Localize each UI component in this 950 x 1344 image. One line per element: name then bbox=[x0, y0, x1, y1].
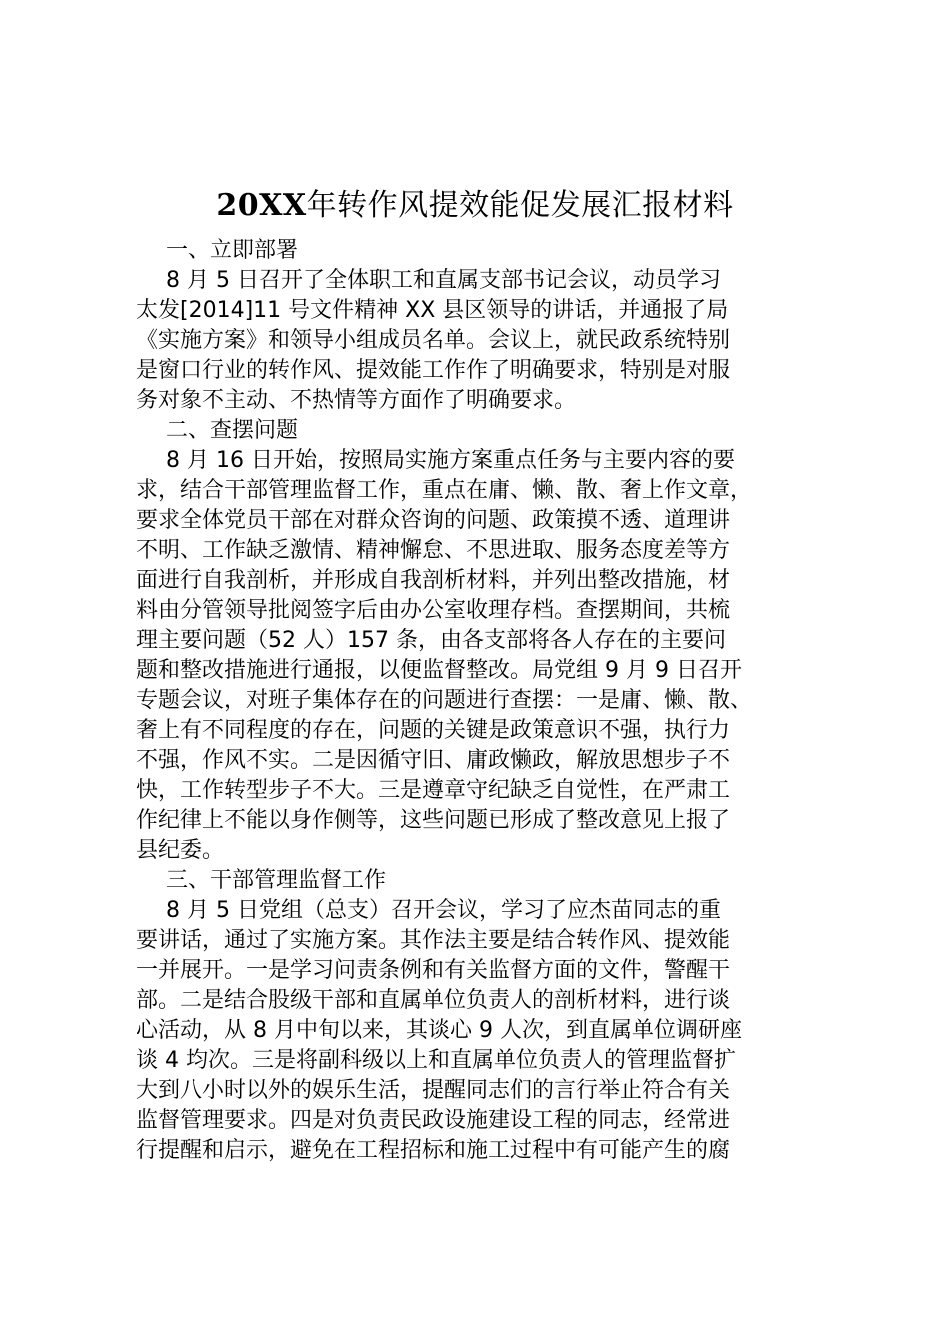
text-line: 县纪委。 bbox=[136, 838, 225, 863]
text-line: 一并展开。一是学习问责条例和有关监督方面的文件，警醒干 bbox=[136, 958, 731, 983]
text-line: 快，工作转型步子不大。三是遵章守纪缺乏自觉性，在严肃工 bbox=[136, 778, 731, 803]
text-line: 行提醒和启示，避免在工程招标和施工过程中有可能产生的腐 bbox=[136, 1138, 731, 1163]
text-line: 面进行自我剖析，并形成自我剖析材料，并列出整改措施，材 bbox=[136, 568, 731, 593]
text-line: 是窗口行业的转作风、提效能工作作了明确要求，特别是对服 bbox=[136, 358, 731, 383]
text-line: 《实施方案》和领导小组成员名单。会议上，就民政系统特别 bbox=[136, 328, 731, 353]
text-line: 要求全体党员干部在对群众咨询的问题、政策摸不透、道理讲 bbox=[136, 508, 731, 533]
section-heading: 三、干部管理监督工作 bbox=[166, 868, 387, 893]
section-heading: 二、查摆问题 bbox=[166, 418, 299, 443]
text-line: 作纪律上不能以身作侧等，这些问题已形成了整改意见上报了 bbox=[136, 808, 731, 833]
text-line: 8 月 5 日党组（总支）召开会议，学习了应杰苗同志的重 bbox=[166, 898, 721, 923]
text-line: 8 月 16 日开始，按照局实施方案重点任务与主要内容的要 bbox=[166, 448, 735, 473]
text-line: 8 月 5 日召开了全体职工和直属支部书记会议，动员学习 bbox=[166, 268, 721, 293]
document-body bbox=[136, 236, 856, 1166]
text-line: 求，结合干部管理监督工作，重点在庸、懒、散、奢上作文章， bbox=[136, 478, 753, 503]
text-line: 谈 4 均次。三是将副科级以上和直属单位负责人的管理监督扩 bbox=[136, 1048, 736, 1073]
text-line: 不明、工作缺乏激情、精神懈怠、不思进取、服务态度差等方 bbox=[136, 538, 731, 563]
text-line: 要讲话，通过了实施方案。其作法主要是结合转作风、提效能 bbox=[136, 928, 731, 953]
text-line: 题和整改措施进行通报，以便监督整改。局党组 9 月 9 日召开 bbox=[136, 658, 742, 683]
text-line: 专题会议，对班子集体存在的问题进行查摆：一是庸、懒、散、 bbox=[136, 688, 753, 713]
document-title bbox=[0, 184, 950, 228]
text-line: 太发[2014]11 号文件精神 XX 县区领导的讲话，并通报了局 bbox=[136, 298, 729, 323]
text-line: 理主要问题（52 人）157 条，由各支部将各人存在的主要问 bbox=[136, 628, 726, 653]
text-line: 监督管理要求。四是对负责民政设施建设工程的同志，经常进 bbox=[136, 1108, 731, 1133]
text-line: 料由分管领导批阅签字后由办公室收理存档。查摆期间，共梳 bbox=[136, 598, 731, 623]
title-text: 年转作风提效能促发展汇报材料 bbox=[306, 188, 734, 223]
text-line: 心活动，从 8 月中旬以来，其谈心 9 人次，到直属单位调研座 bbox=[136, 1018, 742, 1043]
text-line: 大到八小时以外的娱乐生活，提醒同志们的言行举止符合有关 bbox=[136, 1078, 731, 1103]
title-year: 20XX bbox=[216, 188, 307, 223]
text-line: 务对象不主动、不热情等方面作了明确要求。 bbox=[136, 388, 577, 413]
text-line: 奢上有不同程度的存在，问题的关键是政策意识不强，执行力 bbox=[136, 718, 731, 743]
section-heading: 一、立即部署 bbox=[166, 238, 299, 263]
text-line: 部。二是结合股级干部和直属单位负责人的剖析材料，进行谈 bbox=[136, 988, 731, 1013]
text-line: 不强，作风不实。二是因循守旧、庸政懒政，解放思想步子不 bbox=[136, 748, 731, 773]
